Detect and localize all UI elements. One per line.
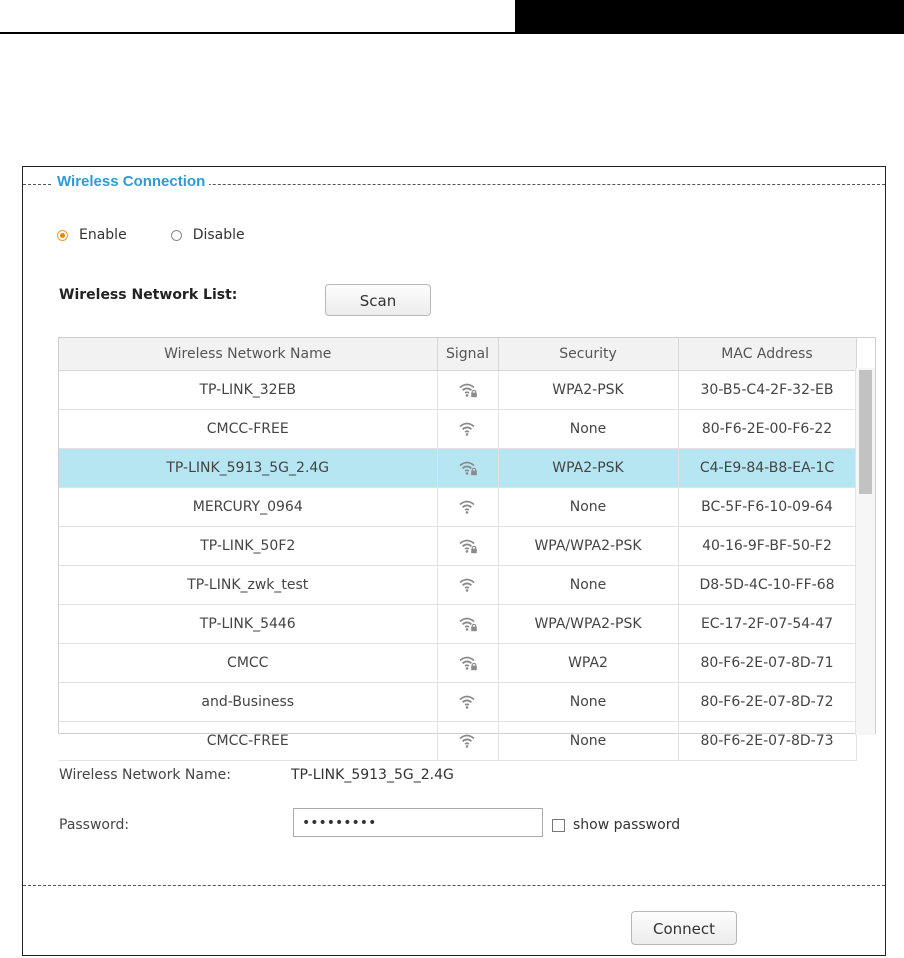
disable-radio[interactable] [171, 227, 245, 243]
column-header-security: Security [498, 338, 678, 371]
network-name-value: TP-LINK_5913_5G_2.4G [291, 767, 454, 783]
show-password-toggle[interactable] [552, 817, 680, 833]
enable-radio-label: Enable [79, 227, 127, 243]
table-row[interactable] [59, 722, 856, 761]
network-table [58, 337, 876, 749]
enable-radio-group [57, 227, 289, 243]
show-password-checkbox[interactable] [552, 819, 565, 832]
header-rule [0, 32, 515, 34]
show-password-label: show password [573, 817, 681, 833]
table-row[interactable] [59, 410, 856, 449]
mac-address-cell: D8-5D-4C-10-FF-68 [678, 566, 856, 605]
wifi-lock-icon [458, 538, 478, 554]
radio-unchecked-icon[interactable] [171, 230, 182, 241]
security-cell: WPA/WPA2-PSK [498, 605, 678, 644]
table-row[interactable] [59, 488, 856, 527]
security-cell: None [498, 683, 678, 722]
scan-button[interactable]: Scan [325, 284, 431, 316]
mac-address-cell: 30-B5-C4-2F-32-EB [678, 371, 856, 410]
network-list-label: Wireless Network List: [59, 287, 238, 303]
network-name-cell: TP-LINK_zwk_test [59, 566, 437, 605]
network-name-cell: TP-LINK_5446 [59, 605, 437, 644]
password-input[interactable] [293, 808, 543, 837]
enable-radio[interactable] [57, 227, 127, 243]
wifi-icon [458, 499, 478, 515]
scrollbar-thumb[interactable] [859, 370, 872, 494]
wifi-lock-icon [458, 460, 478, 476]
network-name-cell: and-Business [59, 683, 437, 722]
network-name-cell: MERCURY_0964 [59, 488, 437, 527]
table-row[interactable] [59, 644, 856, 683]
network-name-label: Wireless Network Name: [59, 767, 231, 783]
column-header-mac: MAC Address [678, 338, 856, 371]
table-row[interactable] [59, 683, 856, 722]
mac-address-cell: 80-F6-2E-07-8D-73 [678, 722, 856, 761]
wifi-lock-icon [458, 382, 478, 398]
table-row[interactable] [59, 371, 856, 410]
table-row[interactable] [59, 605, 856, 644]
security-cell: WPA2-PSK [498, 371, 678, 410]
form-divider [23, 885, 885, 886]
table-scrollbar[interactable] [855, 368, 875, 735]
signal-cell [437, 683, 498, 722]
security-cell: None [498, 566, 678, 605]
column-header-signal: Signal [437, 338, 498, 371]
network-name-cell: CMCC-FREE [59, 722, 437, 761]
security-cell: None [498, 410, 678, 449]
network-name-cell: CMCC-FREE [59, 410, 437, 449]
signal-cell [437, 371, 498, 410]
mac-address-cell: 80-F6-2E-07-8D-71 [678, 644, 856, 683]
wifi-lock-icon [458, 655, 478, 671]
signal-cell [437, 722, 498, 761]
mac-address-cell: C4-E9-84-B8-EA-1C [678, 449, 856, 488]
security-cell: None [498, 488, 678, 527]
network-name-cell: TP-LINK_5913_5G_2.4G [59, 449, 437, 488]
column-header-name: Wireless Network Name [59, 338, 437, 371]
disable-radio-label: Disable [192, 227, 245, 243]
signal-cell [437, 488, 498, 527]
security-cell: WPA2-PSK [498, 449, 678, 488]
signal-cell [437, 644, 498, 683]
wifi-icon [458, 577, 478, 593]
password-label: Password: [59, 817, 130, 833]
security-cell: WPA/WPA2-PSK [498, 527, 678, 566]
table-header-row [59, 338, 856, 371]
network-name-cell: TP-LINK_50F2 [59, 527, 437, 566]
table-row[interactable] [59, 566, 856, 605]
mac-address-cell: BC-5F-F6-10-09-64 [678, 488, 856, 527]
table-row[interactable] [59, 449, 856, 488]
network-name-cell: TP-LINK_32EB [59, 371, 437, 410]
table-row[interactable] [59, 527, 856, 566]
signal-cell [437, 527, 498, 566]
radio-checked-icon[interactable] [57, 230, 68, 241]
wifi-icon [458, 733, 478, 749]
wifi-lock-icon [458, 616, 478, 632]
connect-button[interactable]: Connect [631, 911, 737, 945]
wifi-icon [458, 421, 478, 437]
panel-title: Wireless Connection [53, 173, 209, 190]
mac-address-cell: 80-F6-2E-00-F6-22 [678, 410, 856, 449]
mac-address-cell: 80-F6-2E-07-8D-72 [678, 683, 856, 722]
wifi-icon [458, 694, 478, 710]
network-name-cell: CMCC [59, 644, 437, 683]
mac-address-cell: EC-17-2F-07-54-47 [678, 605, 856, 644]
security-cell: WPA2 [498, 644, 678, 683]
signal-cell [437, 566, 498, 605]
wireless-connection-panel [22, 166, 886, 956]
mac-address-cell: 40-16-9F-BF-50-F2 [678, 527, 856, 566]
header-bar [515, 0, 904, 34]
security-cell: None [498, 722, 678, 761]
signal-cell [437, 449, 498, 488]
signal-cell [437, 605, 498, 644]
signal-cell [437, 410, 498, 449]
